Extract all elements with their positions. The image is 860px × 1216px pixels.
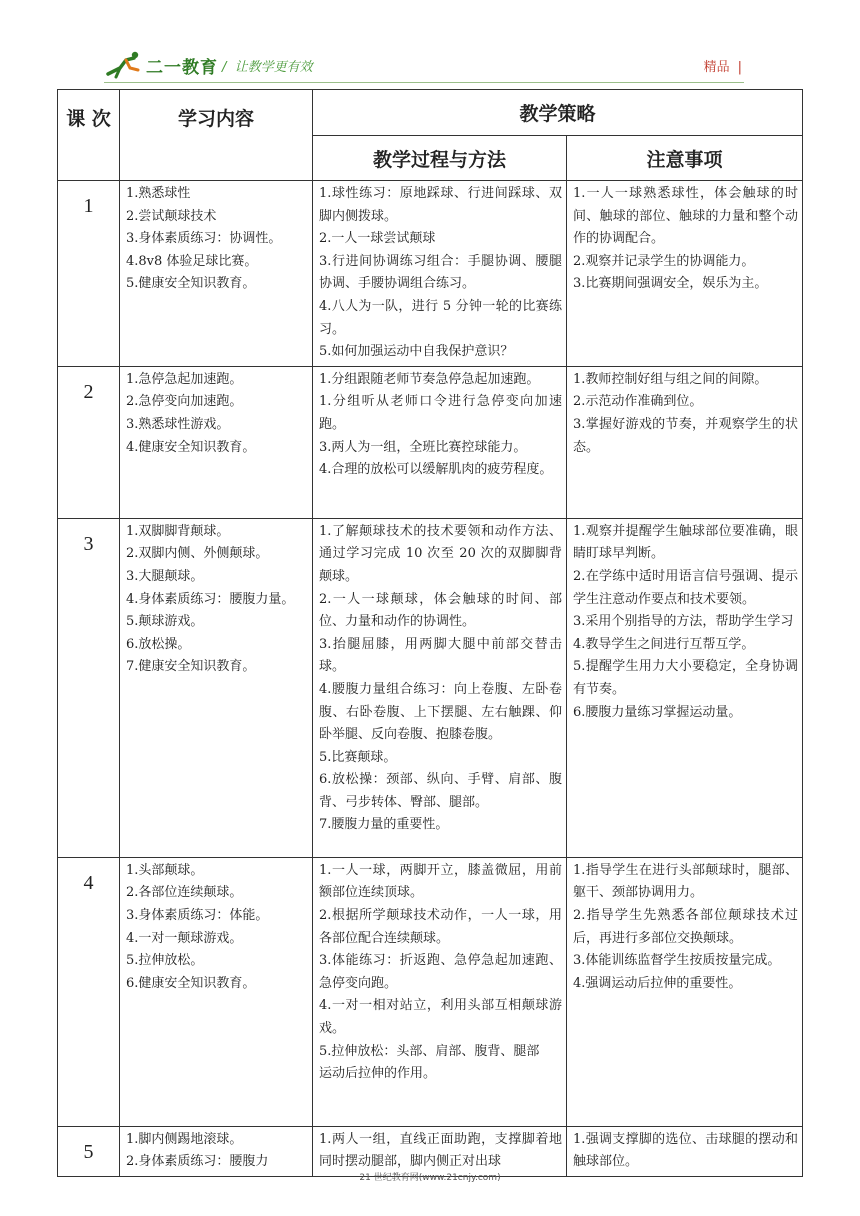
list-item: 2.急停变向加速跑。 xyxy=(126,394,243,410)
list-item: 6.健康安全知识教育。 xyxy=(126,975,256,991)
content-cell xyxy=(120,1126,313,1176)
list-item: 3.身体素质练习：体能。 xyxy=(126,907,269,923)
list-item: 1.球性练习：原地踩球、行进间踩球、双脚内侧拨球。 xyxy=(319,186,562,224)
list-item: 1.双脚脚背颠球。 xyxy=(126,523,230,539)
list-item: 2.示范动作准确到位。 xyxy=(573,394,703,410)
list-item: 4.教导学生之间进行互帮互学。 xyxy=(573,636,755,652)
list-item: 2.双脚内侧、外侧颠球。 xyxy=(126,546,269,562)
page-footer: 21 世纪教育网(www.21cnjy.com) xyxy=(359,1173,501,1183)
list-item: 7.腰腹力量的重要性。 xyxy=(319,817,449,833)
list-item: 4.八人为一队，进行 5 分钟一轮的比赛练习。 xyxy=(319,298,562,337)
process-cell xyxy=(313,181,567,367)
list-item: 4.健康安全知识教育。 xyxy=(126,439,256,455)
list-item: 1.脚内侧踢地滚球。 xyxy=(126,1131,243,1147)
notes-cell xyxy=(567,366,803,518)
list-item: 2.各部位连续颠球。 xyxy=(126,885,243,901)
list-item: 2.身体素质练习：腰腹力 xyxy=(126,1154,269,1170)
header-divider xyxy=(104,82,744,83)
list-item: 2.根据所学颠球技术动作，一人一球，用各部位配合连续颠球。 xyxy=(319,907,562,946)
list-item: 4.强调运动后拉伸的重要性。 xyxy=(573,975,742,991)
list-item: 1.头部颠球。 xyxy=(126,862,204,878)
list-item: 1.一人一球，两脚开立，膝盖微屈，用前额部位连续顶球。 xyxy=(319,862,562,901)
list-item: 3.抬腿屈膝，用两脚大腿中前部交替击球。 xyxy=(319,636,562,675)
table-header-row xyxy=(58,90,803,136)
list-item: 5.如何加强运动中自我保护意识？ xyxy=(319,344,514,360)
list-item: 3.两人为一组，全班比赛控球能力。 xyxy=(319,439,527,455)
list-item: 3.行进间协调练习组合：手腿协调、腰腿协调、手腰协调组合练习。 xyxy=(319,253,562,292)
list-item: 3.体能练习：折返跑、急停急起加速跑、急停变向跑。 xyxy=(319,953,562,991)
notes-cell xyxy=(567,857,803,1126)
content-cell xyxy=(120,857,313,1126)
slogan xyxy=(222,56,313,75)
list-item: 4.8v8 体验足球比赛。 xyxy=(126,253,258,269)
col-notes-header: 注意事项 xyxy=(567,136,803,181)
content-cell xyxy=(120,181,313,367)
list-item: 3.采用个别指导的方法，帮助学生学习 xyxy=(573,614,794,630)
col-process-header: 教学过程与方法 xyxy=(313,136,567,181)
slogan-separator: / xyxy=(222,60,227,75)
process-cell xyxy=(313,366,567,518)
list-item: 1.分组听从老师口令进行急停变向加速跑。 xyxy=(319,394,562,432)
table-row xyxy=(58,518,803,857)
list-item: 2.指导学生先熟悉各部位颠球技术过后，再进行多部位交换颠球。 xyxy=(573,907,799,946)
list-item: 5.提醒学生用力大小要稳定，全身协调有节奏。 xyxy=(573,659,799,697)
content-cell xyxy=(120,366,313,518)
list-item: 1.了解颠球技术的技术要领和动作方法、通过学习完成 10 次至 20 次的双脚脚背颠球。 xyxy=(319,523,562,584)
list-item: 5.比赛颠球。 xyxy=(319,749,397,765)
list-item: 1.强调支撑脚的选位、击球腿的摆动和触球部位。 xyxy=(573,1131,799,1170)
list-item: 运动后拉伸的作用。 xyxy=(319,1066,437,1082)
list-item: 1.急停急起加速跑。 xyxy=(126,371,243,387)
col-lesson-header: 课 次 xyxy=(58,90,120,181)
content-cell xyxy=(120,518,313,857)
process-cell xyxy=(313,518,567,857)
list-item: 1.熟悉球性 xyxy=(126,186,191,201)
col-strategy-header: 教学策略 xyxy=(313,90,803,136)
list-item: 7.健康安全知识教育。 xyxy=(126,659,256,675)
list-item: 1.分组跟随老师节奏急停急起加速跑。 xyxy=(319,371,540,387)
table-row xyxy=(58,1126,803,1176)
list-item: 2.尝试颠球技术 xyxy=(126,208,217,224)
list-item: 2.观察并记录学生的协调能力。 xyxy=(573,253,755,269)
premium-label: 精品 xyxy=(703,60,730,75)
premium-tag xyxy=(704,56,742,75)
lesson-number: 2 xyxy=(58,366,120,518)
list-item: 6.腰腹力量练习掌握运动量。 xyxy=(573,704,742,720)
table-row xyxy=(58,857,803,1126)
process-cell xyxy=(313,857,567,1126)
list-item: 3.大腿颠球。 xyxy=(126,568,204,584)
list-item: 2.一人一球尝试颠球 xyxy=(319,231,436,247)
lesson-number: 1 xyxy=(58,181,120,367)
table-row xyxy=(58,366,803,518)
list-item: 3.掌握好游戏的节奏，并观察学生的状态。 xyxy=(573,416,799,455)
runner-logo-icon xyxy=(104,50,144,80)
notes-cell xyxy=(567,181,803,367)
notes-cell xyxy=(567,1126,803,1176)
list-item: 1.指导学生在进行头部颠球时，腿部、躯干、颈部协调用力。 xyxy=(573,862,799,901)
notes-cell xyxy=(567,518,803,857)
list-item: 3.熟悉球性游戏。 xyxy=(126,416,230,432)
slogan-text: 让教学更有效 xyxy=(234,60,313,75)
lesson-number: 3 xyxy=(58,518,120,857)
list-item: 5.颠球游戏。 xyxy=(126,614,204,630)
list-item: 3.身体素质练习：协调性。 xyxy=(126,231,282,247)
list-item: 5.拉伸放松。 xyxy=(126,953,204,969)
list-item: 3.体能训练监督学生按质按量完成。 xyxy=(573,953,781,969)
list-item: 5.拉伸放松：头部、肩部、腹背、腿部 xyxy=(319,1043,540,1059)
list-item: 3.比赛期间强调安全，娱乐为主。 xyxy=(573,276,768,292)
list-item: 4.腰腹力量组合练习：向上卷腹、左卧卷腹、右卧卷腹、上下摆腿、左右触踝、仰卧举腿、反向卷腹、抱膝卷腹。 xyxy=(319,681,562,743)
list-item: 2.在学练中适时用语言信号强调、提示学生注意动作要点和技术要领。 xyxy=(573,568,799,607)
list-item: 6.放松操：颈部、纵向、手臂、肩部、腹背、弓步转体、臀部、腿部。 xyxy=(319,772,562,810)
list-item: 1.观察并提醒学生触球部位要准确，眼睛盯球早判断。 xyxy=(573,523,799,562)
col-content-header: 学习内容 xyxy=(120,90,313,181)
list-item: 5.健康安全知识教育。 xyxy=(126,276,256,292)
table-row xyxy=(58,181,803,367)
list-item: 1.一人一球熟悉球性，体会触球的时间、触球的部位、触球的力量和整个动作的协调配合。 xyxy=(573,186,799,247)
lesson-number: 5 xyxy=(58,1126,120,1176)
list-item: 4.一对一颠球游戏。 xyxy=(126,930,243,946)
process-cell xyxy=(313,1126,567,1176)
list-item: 4.合理的放松可以缓解肌肉的疲劳程度。 xyxy=(319,462,553,478)
list-item: 6.放松操。 xyxy=(126,636,191,652)
list-item: 4.一对一相对站立，利用头部互相颠球游戏。 xyxy=(319,998,562,1036)
list-item: 1.教师控制好组与组之间的间隙。 xyxy=(573,371,768,387)
list-item: 1.两人一组，直线正面助跑，支撑脚着地同时摆动腿部，脚内侧正对出球 xyxy=(319,1131,562,1170)
list-item: 2.一人一球颠球，体会触球的时间、部位、力量和动作的协调性。 xyxy=(319,591,562,630)
list-item: 4.身体素质练习：腰腹力量。 xyxy=(126,591,295,607)
brand-logo[interactable] xyxy=(104,48,218,82)
lesson-plan-table xyxy=(57,89,803,1177)
lesson-number: 4 xyxy=(58,857,120,1126)
logo-text: 二一教育 xyxy=(146,57,218,78)
tag-separator: | xyxy=(737,60,742,75)
page-header xyxy=(104,48,744,82)
